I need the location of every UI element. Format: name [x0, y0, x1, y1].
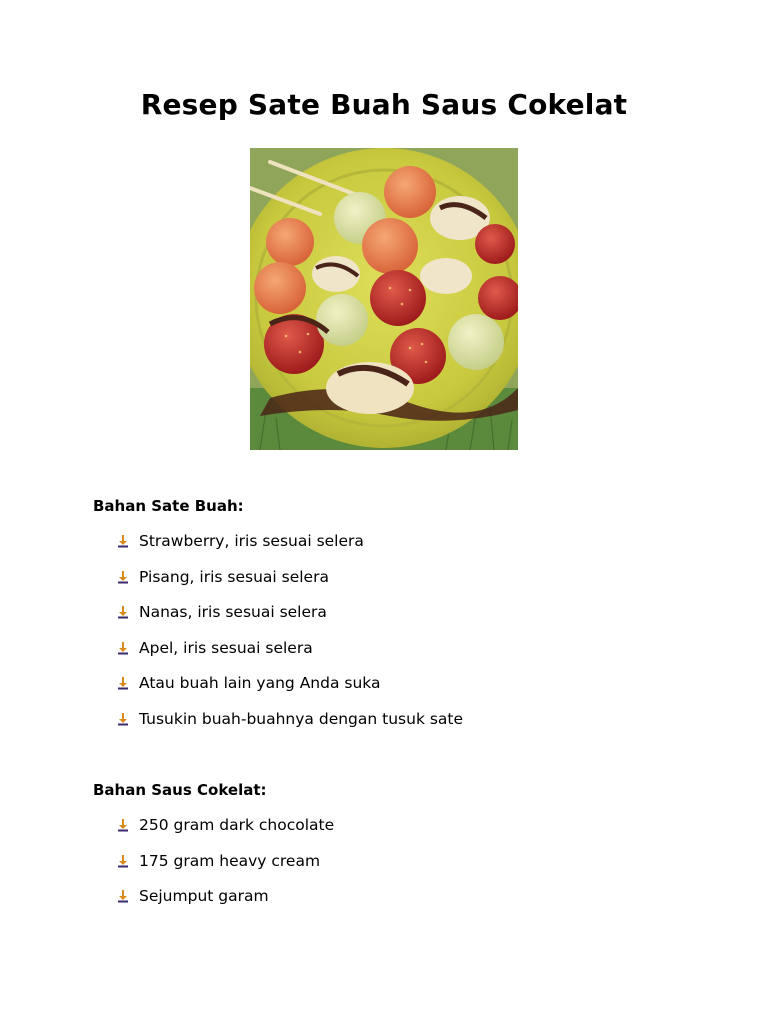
- ingredient-text: Atau buah lain yang Anda suka: [139, 674, 381, 692]
- ingredient-list-saus-cokelat: [116, 816, 334, 923]
- ingredient-list-sate-buah: [116, 532, 463, 745]
- ingredient-text: 250 gram dark chocolate: [139, 816, 335, 834]
- list-item: [116, 887, 334, 923]
- list-item: [116, 816, 334, 852]
- list-item: [116, 674, 463, 710]
- arrow-bullet-icon: [116, 854, 130, 868]
- list-item: [116, 568, 463, 604]
- list-item: [116, 710, 463, 746]
- ingredient-text: Tusukin buah-buahnya dengan tusuk sate: [139, 709, 464, 728]
- page-title: Resep Sate Buah Saus Cokelat: [140, 88, 628, 121]
- ingredient-text: Nanas, iris sesuai selera: [139, 603, 327, 621]
- ingredient-text: Apel, iris sesuai selera: [139, 638, 313, 657]
- arrow-bullet-icon: [116, 818, 130, 832]
- section-heading-bahan-sate-buah: Bahan Sate Buah:: [93, 497, 244, 515]
- section-heading-bahan-saus-cokelat: Bahan Saus Cokelat:: [93, 781, 267, 799]
- ingredient-text: Pisang, iris sesuai selera: [139, 567, 329, 586]
- list-item: [116, 603, 463, 639]
- arrow-bullet-icon: [116, 712, 130, 726]
- arrow-bullet-icon: [116, 534, 130, 548]
- arrow-bullet-icon: [116, 570, 130, 584]
- ingredient-text: Sejumput garam: [139, 887, 269, 905]
- arrow-bullet-icon: [116, 676, 130, 690]
- fruit-satay-photo: [250, 148, 518, 450]
- list-item: [116, 639, 463, 675]
- ingredient-text: 175 gram heavy cream: [139, 851, 321, 870]
- list-item: [116, 532, 463, 568]
- arrow-bullet-icon: [116, 641, 130, 655]
- ingredient-text: Strawberry, iris sesuai selera: [139, 532, 364, 550]
- arrow-bullet-icon: [116, 889, 130, 903]
- list-item: [116, 852, 334, 888]
- arrow-bullet-icon: [116, 605, 130, 619]
